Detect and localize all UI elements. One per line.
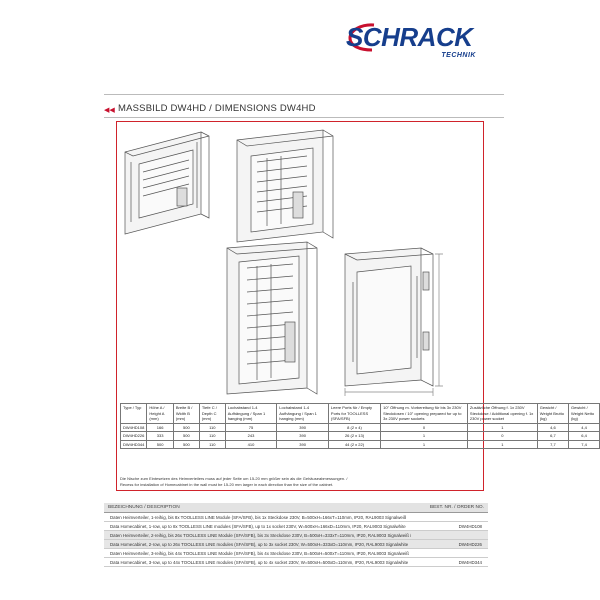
cell-10inch: 0: [381, 423, 468, 432]
title-marker-icon: ◀◀: [104, 107, 115, 114]
cell-extra: 1: [467, 440, 537, 449]
logo-brand-text: SCHRACK: [346, 22, 473, 52]
cell-width: 500: [173, 432, 199, 441]
logo-sub-text: TECHNIK: [441, 52, 476, 59]
cabinet-3row-drawing: [227, 242, 317, 394]
order-number: DW4HD344: [458, 559, 482, 565]
note-line-de: Die Nische zum Eintesetzen des Heimverteilers muss auf jeder Seite um 15-20 mm größer sein als die Gehäuseabmessungen. /: [120, 476, 348, 481]
cell-height: 500: [147, 440, 174, 449]
page-title: MASSBILD DW4HD / DIMENSIONS DW4HD: [118, 103, 316, 114]
list-item-highlighted: [104, 531, 488, 540]
cell-extra: 1: [467, 423, 537, 432]
product-description: Daten Heimverteiler, 1-reihig, bis 8x TOOLLESS LINE Module (SFA/SFB), bis 1x Steckdose 230V, B=500xH=166xT=110mm, IP20, RAL9003 Signalweiß: [110, 514, 407, 520]
order-number: DW4HD226: [458, 541, 482, 547]
cell-span-1: 75: [225, 423, 277, 432]
table-row: [121, 423, 600, 432]
col-header-span-2: Lochabstand 1-4 Aufhängung / Span 1 hanging (mm): [277, 404, 329, 424]
list-item: [104, 513, 488, 522]
cell-type: DW4HD344: [121, 440, 147, 449]
list-item: [104, 558, 488, 567]
cell-type: DW4HD108: [121, 423, 147, 432]
cell-span-2: 390: [277, 440, 329, 449]
cell-span-2: 390: [277, 423, 329, 432]
product-description: Daten Heimverteiler, 2-reihig, bis 26x TOOLLESS LINE Module (SFA/SFB), bis 3x Steckdose 230V, B=500xH=333xT=110mm, IP20, RAL9003 Signalweiß /: [110, 532, 412, 538]
cell-depth: 110: [199, 440, 225, 449]
spec-table: [120, 403, 600, 449]
cell-ports: 44 (2 x 22): [328, 440, 380, 449]
header-divider: [104, 94, 504, 95]
cell-weight-net: 6,4: [569, 432, 600, 441]
cell-depth: 110: [199, 423, 225, 432]
cell-height: 166: [147, 423, 174, 432]
cell-span-1: 410: [225, 440, 277, 449]
product-list-header: [104, 503, 488, 513]
col-header-extra-opening: Zusätzliche Öffnung f. 1x 230V Steckdose / Additional opening f. 1x 230V power socket: [467, 404, 537, 424]
cabinet-1row-drawing: [125, 132, 209, 234]
cell-span-2: 390: [277, 432, 329, 441]
cell-width: 500: [173, 423, 199, 432]
order-number: DW4HD108: [458, 523, 482, 529]
product-description: Daten Heimverteiler, 3-reihig, bis 44x TOOLLESS LINE Module (SFA/SFB), bis 4x Steckdose 230V, B=500xH=500xT=110mm, IP20, RAL9003 Signalweiß: [110, 550, 409, 556]
col-header-ports: Leere Ports für / Empty Ports for TOOLLESS (SFA/SFB): [328, 404, 380, 424]
product-description: Data Homecabinet, 1-row, up to 8x TOOLLESS LINE modules (SFA/SFB), up to 1x socket 230V, W=500xH=166xD=110mm, IP20, RAL9003 Signalwhite: [110, 523, 406, 529]
list-item-highlighted: [104, 540, 488, 549]
col-header-span-1: Lochabstand 1-4 Aufhängung / Span 1 hanging (mm): [225, 404, 277, 424]
col-header-weight-gross: Gewicht / Weight Brutto (kg): [537, 404, 568, 424]
cell-ports: 8 (2 x 4): [328, 423, 380, 432]
cell-ports: 26 (2 x 13): [328, 432, 380, 441]
cell-type: DW4HD226: [121, 432, 147, 441]
cell-10inch: 1: [381, 440, 468, 449]
cell-weight-gross: 6,7: [537, 432, 568, 441]
col-header-type: Type / Typ: [121, 404, 147, 424]
cell-depth: 110: [199, 432, 225, 441]
description-column-header: BEZEICHNUNG / DESCRIPTION: [108, 505, 180, 510]
cell-10inch: 1: [381, 432, 468, 441]
cabinet-dimension-drawing: [345, 248, 443, 396]
product-list: [104, 503, 488, 567]
col-header-10inch-opening: 10" Öffnung m. Vorbereitung für bis 3x 230V Steckdosen / 10" opening prepared for up to 3x 230V power sockets: [381, 404, 468, 424]
cell-extra: 0: [467, 432, 537, 441]
note-line-en: Recess for installation of Homecabinet in the wall must be 15-20 mm larger in each direction than the size of the cabinet.: [120, 481, 334, 487]
schrack-logo: [346, 22, 486, 64]
table-row: [121, 440, 600, 449]
cell-weight-gross: 4,6: [537, 423, 568, 432]
spec-table-header-row: [121, 404, 600, 424]
col-header-width: Breite B / Width B (mm): [173, 404, 199, 424]
title-divider: [104, 117, 504, 118]
cell-width: 500: [173, 440, 199, 449]
table-row: [121, 432, 600, 441]
cell-weight-net: 7,4: [569, 440, 600, 449]
cell-weight-net: 4,4: [569, 423, 600, 432]
col-header-height: Höhe A / Height A (mm): [147, 404, 174, 424]
list-item: [104, 549, 488, 558]
cell-height: 333: [147, 432, 174, 441]
col-header-weight-net: Gewicht / Weight Netto (kg): [569, 404, 600, 424]
cell-weight-gross: 7,7: [537, 440, 568, 449]
product-description: Data Homecabinet, 2-row, up to 26x TOOLLESS LINE modules (SFA/SFB), up to 3x socket 230V, W=500xH=333xD=110mm, IP20, RAL9003 Signalwhite: [110, 541, 409, 547]
order-no-column-header: BEST. NR. / ORDER NO.: [429, 505, 484, 510]
installation-note: [120, 476, 480, 487]
list-item: [104, 522, 488, 531]
col-header-depth: Tiefe C / Depth C (mm): [199, 404, 225, 424]
cell-span-1: 243: [225, 432, 277, 441]
cabinet-2row-drawing: [237, 130, 333, 242]
product-description: Data Homecabinet, 3-row, up to 44x TOOLLESS LINE modules (SFA/SFB), up to 4x socket 230V, W=500xH=500xD=110mm, IP20, RAL9003 Signalwhite: [110, 559, 409, 565]
